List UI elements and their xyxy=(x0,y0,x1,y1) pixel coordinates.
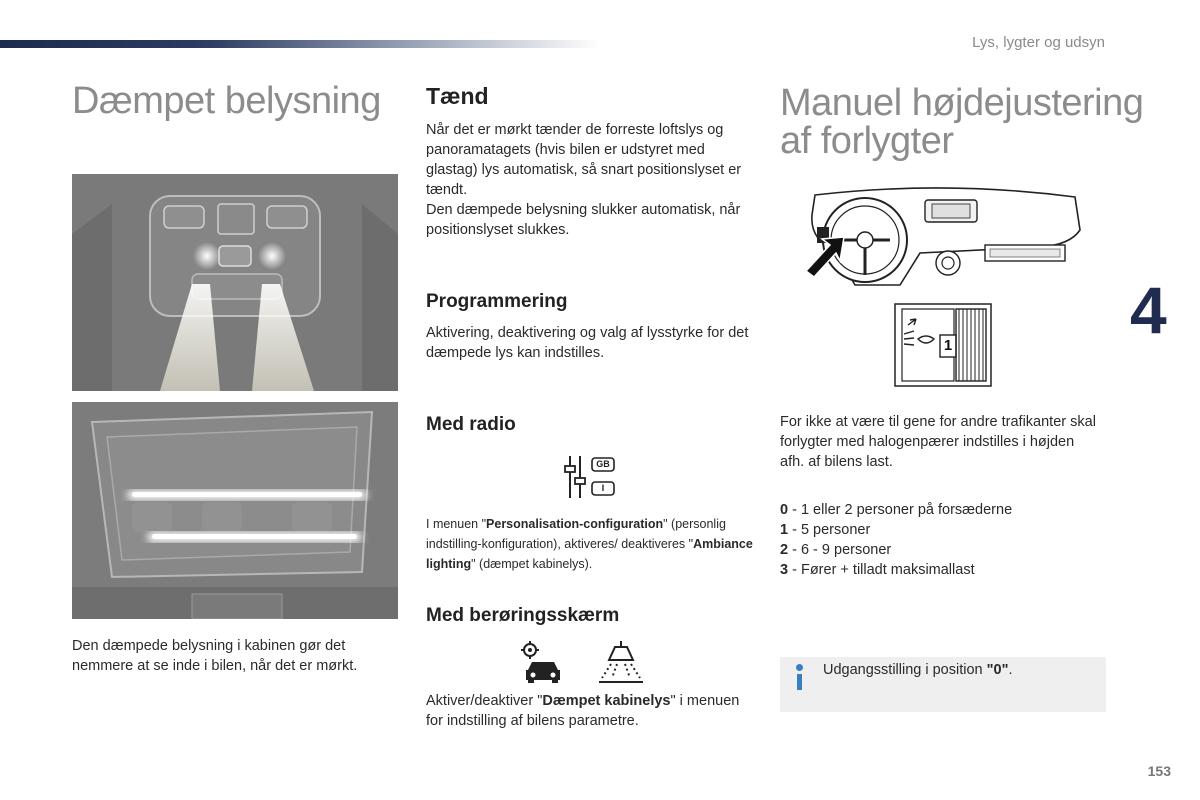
touch-text-post: " i menuen for indstilling af bilens parametre. xyxy=(426,693,740,729)
header-gradient-bar xyxy=(0,40,600,48)
radio-menu-item: Personalisation-configuration xyxy=(486,517,664,531)
info-text: Udgangsstilling i position "0". xyxy=(823,662,1013,678)
title-right-line-2: af forlygter xyxy=(780,120,954,162)
heading-taend: Tænd xyxy=(426,83,489,109)
panoramic-roof-photo xyxy=(72,402,398,619)
chapter-number: 4 xyxy=(1130,273,1167,347)
touch-instructions xyxy=(426,691,756,731)
page-title-left: Dæmpet belysning xyxy=(72,80,381,122)
programmering-text: Aktivering, deaktivering og valg af lysstyrke for det dæmpede lys kan indstilles. xyxy=(426,325,749,361)
heading-med-radio: Med radio xyxy=(426,414,516,435)
taend-body xyxy=(426,120,754,240)
dial-number-label: 1 xyxy=(943,337,953,354)
radio-text-post: " (dæmpet kabinelys). xyxy=(471,557,593,571)
right-intro-text: For ikke at være til gene for andre trafikanter skal forlygter med halogenpærer indstilles i højden afh. af bilens last. xyxy=(780,414,1096,470)
page-title-right xyxy=(780,84,1143,160)
radio-icon-i-label: I xyxy=(601,483,605,493)
heading-programmering: Programmering xyxy=(426,291,568,312)
taend-text-1: Når det er mørkt tænder de forreste loftslys og panoramatagets (hvis bilen er udstyret med glastag) lys automatisk, så snart positionslyset er tændt. xyxy=(426,122,742,198)
radio-text-mid: " (personlig indstilling-konfiguration), aktiveres/ deaktiveres " xyxy=(426,517,726,551)
touch-option: Dæmpet kabinelys xyxy=(542,693,671,709)
taend-text-2: Den dæmpede belysning slukker automatisk, når positionslyset slukkes. xyxy=(426,202,741,238)
position-item: 3 - Fører + tilladt maksimallast xyxy=(780,562,975,578)
radio-text-pre: I menuen " xyxy=(426,517,487,531)
page-number: 153 xyxy=(1147,763,1171,779)
radio-instructions xyxy=(426,514,756,574)
position-item: 0 - 1 eller 2 personer på forsæderne xyxy=(780,502,1013,518)
ambience-lighting-icon xyxy=(597,640,645,684)
left-caption: Den dæmpede belysning i kabinen gør det nemmere at se inde i bilen, når det er mørkt. xyxy=(72,638,358,674)
radio-settings-icon xyxy=(562,454,616,500)
radio-option: Ambiance lighting xyxy=(426,537,753,571)
heading-med-beroeringsskaerm: Med berøringsskærm xyxy=(426,605,620,626)
vehicle-settings-icon xyxy=(520,640,566,684)
touch-text-pre: Aktiver/deaktiver " xyxy=(426,693,543,709)
ceiling-lights-photo xyxy=(72,174,398,391)
info-default-value: "0" xyxy=(986,662,1009,678)
section-title: Lys, lygter og udsyn xyxy=(972,34,1105,51)
dashboard-illustration xyxy=(800,185,1090,290)
info-icon xyxy=(795,664,803,690)
load-positions-list xyxy=(780,500,1100,580)
headlamp-adjustment-dial-illustration xyxy=(894,303,992,387)
radio-icon-gb-label: GB xyxy=(596,459,610,469)
position-item: 1 - 5 personer xyxy=(780,522,871,538)
title-right-line-1: Manuel højdejustering xyxy=(780,82,1144,124)
position-item: 2 - 6 - 9 personer xyxy=(780,542,892,558)
